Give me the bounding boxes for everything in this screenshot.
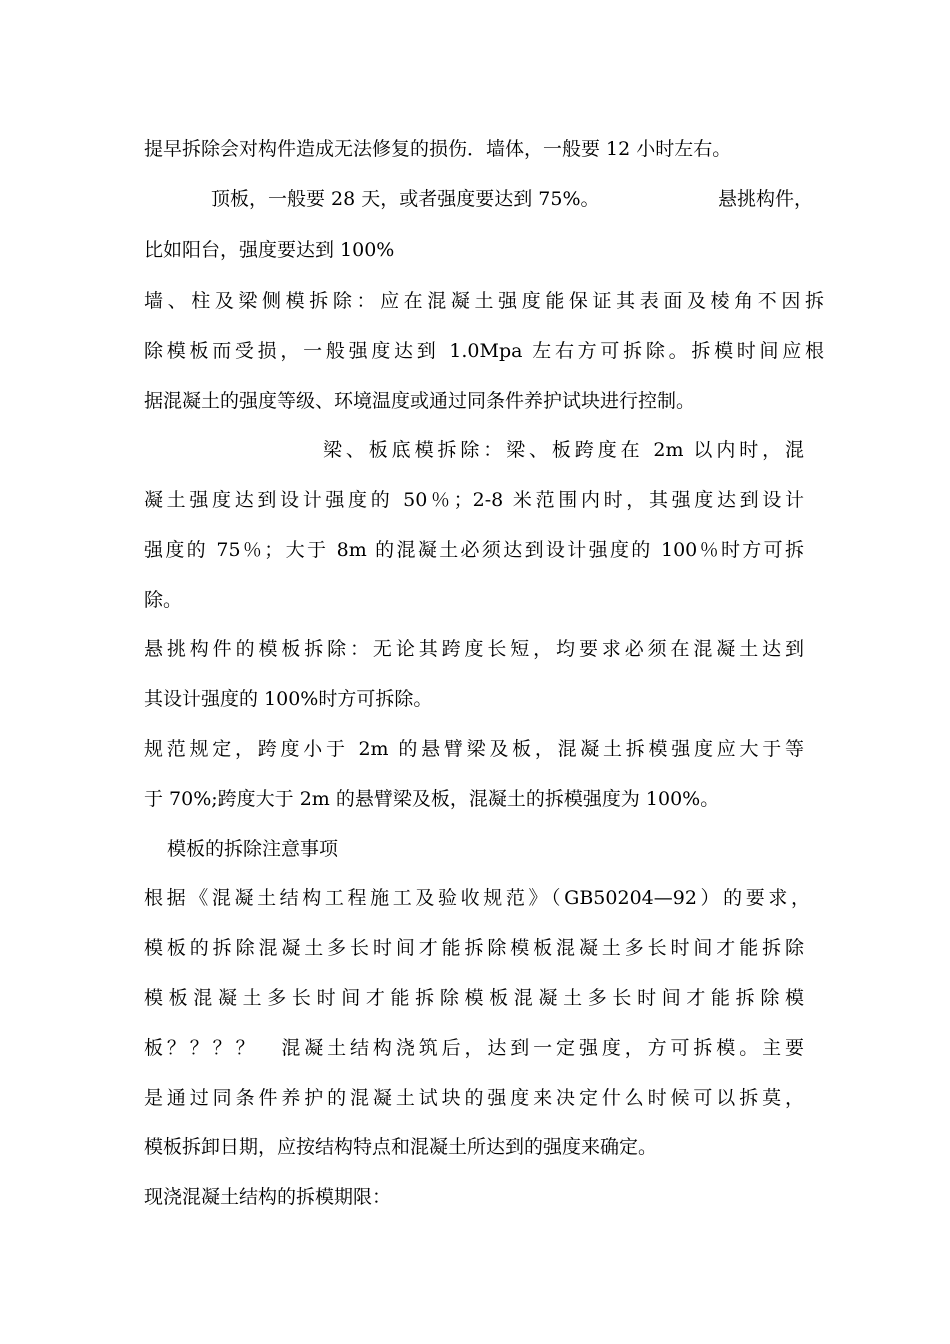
- text-line-5: 除模板而受损，一般强度达到 1.0Mpa 左右方可拆除。拆模时间应根: [144, 340, 824, 362]
- text-line-2b: 悬挑构件，: [718, 188, 814, 210]
- text-line-19: 板？？？？ 混凝土结构浇筑后，达到一定强度，方可拆模。主要: [144, 1037, 804, 1059]
- text-line-11: 悬挑构件的模板拆除：无论其跨度长短，均要求必须在混凝土达到: [144, 638, 804, 660]
- text-line-4: 墙、柱及梁侧模拆除：应在混凝土强度能保证其表面及棱角不因拆: [144, 290, 824, 312]
- text-line-22: 现浇混凝土结构的拆模期限：: [144, 1186, 392, 1208]
- text-line-2a: 顶板，一般要 28 天，或者强度要达到 75%。: [211, 188, 600, 210]
- text-line-12: 其设计强度的 100%时方可拆除。: [144, 688, 433, 710]
- text-line-7: 梁、板底模拆除：梁、板跨度在 2m 以内时，混: [323, 439, 804, 461]
- text-line-1: 提早拆除会对构件造成无法修复的损伤．墙体，一般要 12 小时左右。: [144, 138, 732, 160]
- text-line-10: 除。: [144, 589, 183, 611]
- text-line-17: 模板的拆除混凝土多长时间才能拆除模板混凝土多长时间才能拆除: [144, 937, 804, 959]
- text-line-20: 是通过同条件养护的混凝土试块的强度来决定什么时候可以拆莫，: [144, 1087, 804, 1109]
- text-line-6: 据混凝土的强度等级、环境温度或通过同条件养护试块进行控制。: [144, 390, 696, 412]
- text-line-21: 模板拆卸日期，应按结构特点和混凝土所达到的强度来确定。: [144, 1136, 658, 1158]
- text-line-18: 模板混凝土多长时间才能拆除模板混凝土多长时间才能拆除模: [144, 987, 804, 1009]
- text-line-3: 比如阳台，强度要达到 100%: [144, 239, 395, 261]
- text-line-9: 强度的 75％；大于 8m 的混凝土必须达到设计强度的 100％时方可拆: [144, 539, 804, 561]
- section-heading: 模板的拆除注意事项: [167, 838, 339, 860]
- text-line-8: 凝土强度达到设计强度的 50％；2-8 米范围内时，其强度达到设计: [144, 489, 804, 511]
- text-line-16: 根据《混凝土结构工程施工及验收规范》（GB50204—92）的要求，: [144, 887, 810, 909]
- text-line-14: 于 70%;跨度大于 2m 的悬臂梁及板，混凝土的拆模强度为 100%。: [144, 788, 720, 810]
- text-line-13: 规范规定，跨度小于 2m 的悬臂梁及板，混凝土拆模强度应大于等: [144, 738, 804, 760]
